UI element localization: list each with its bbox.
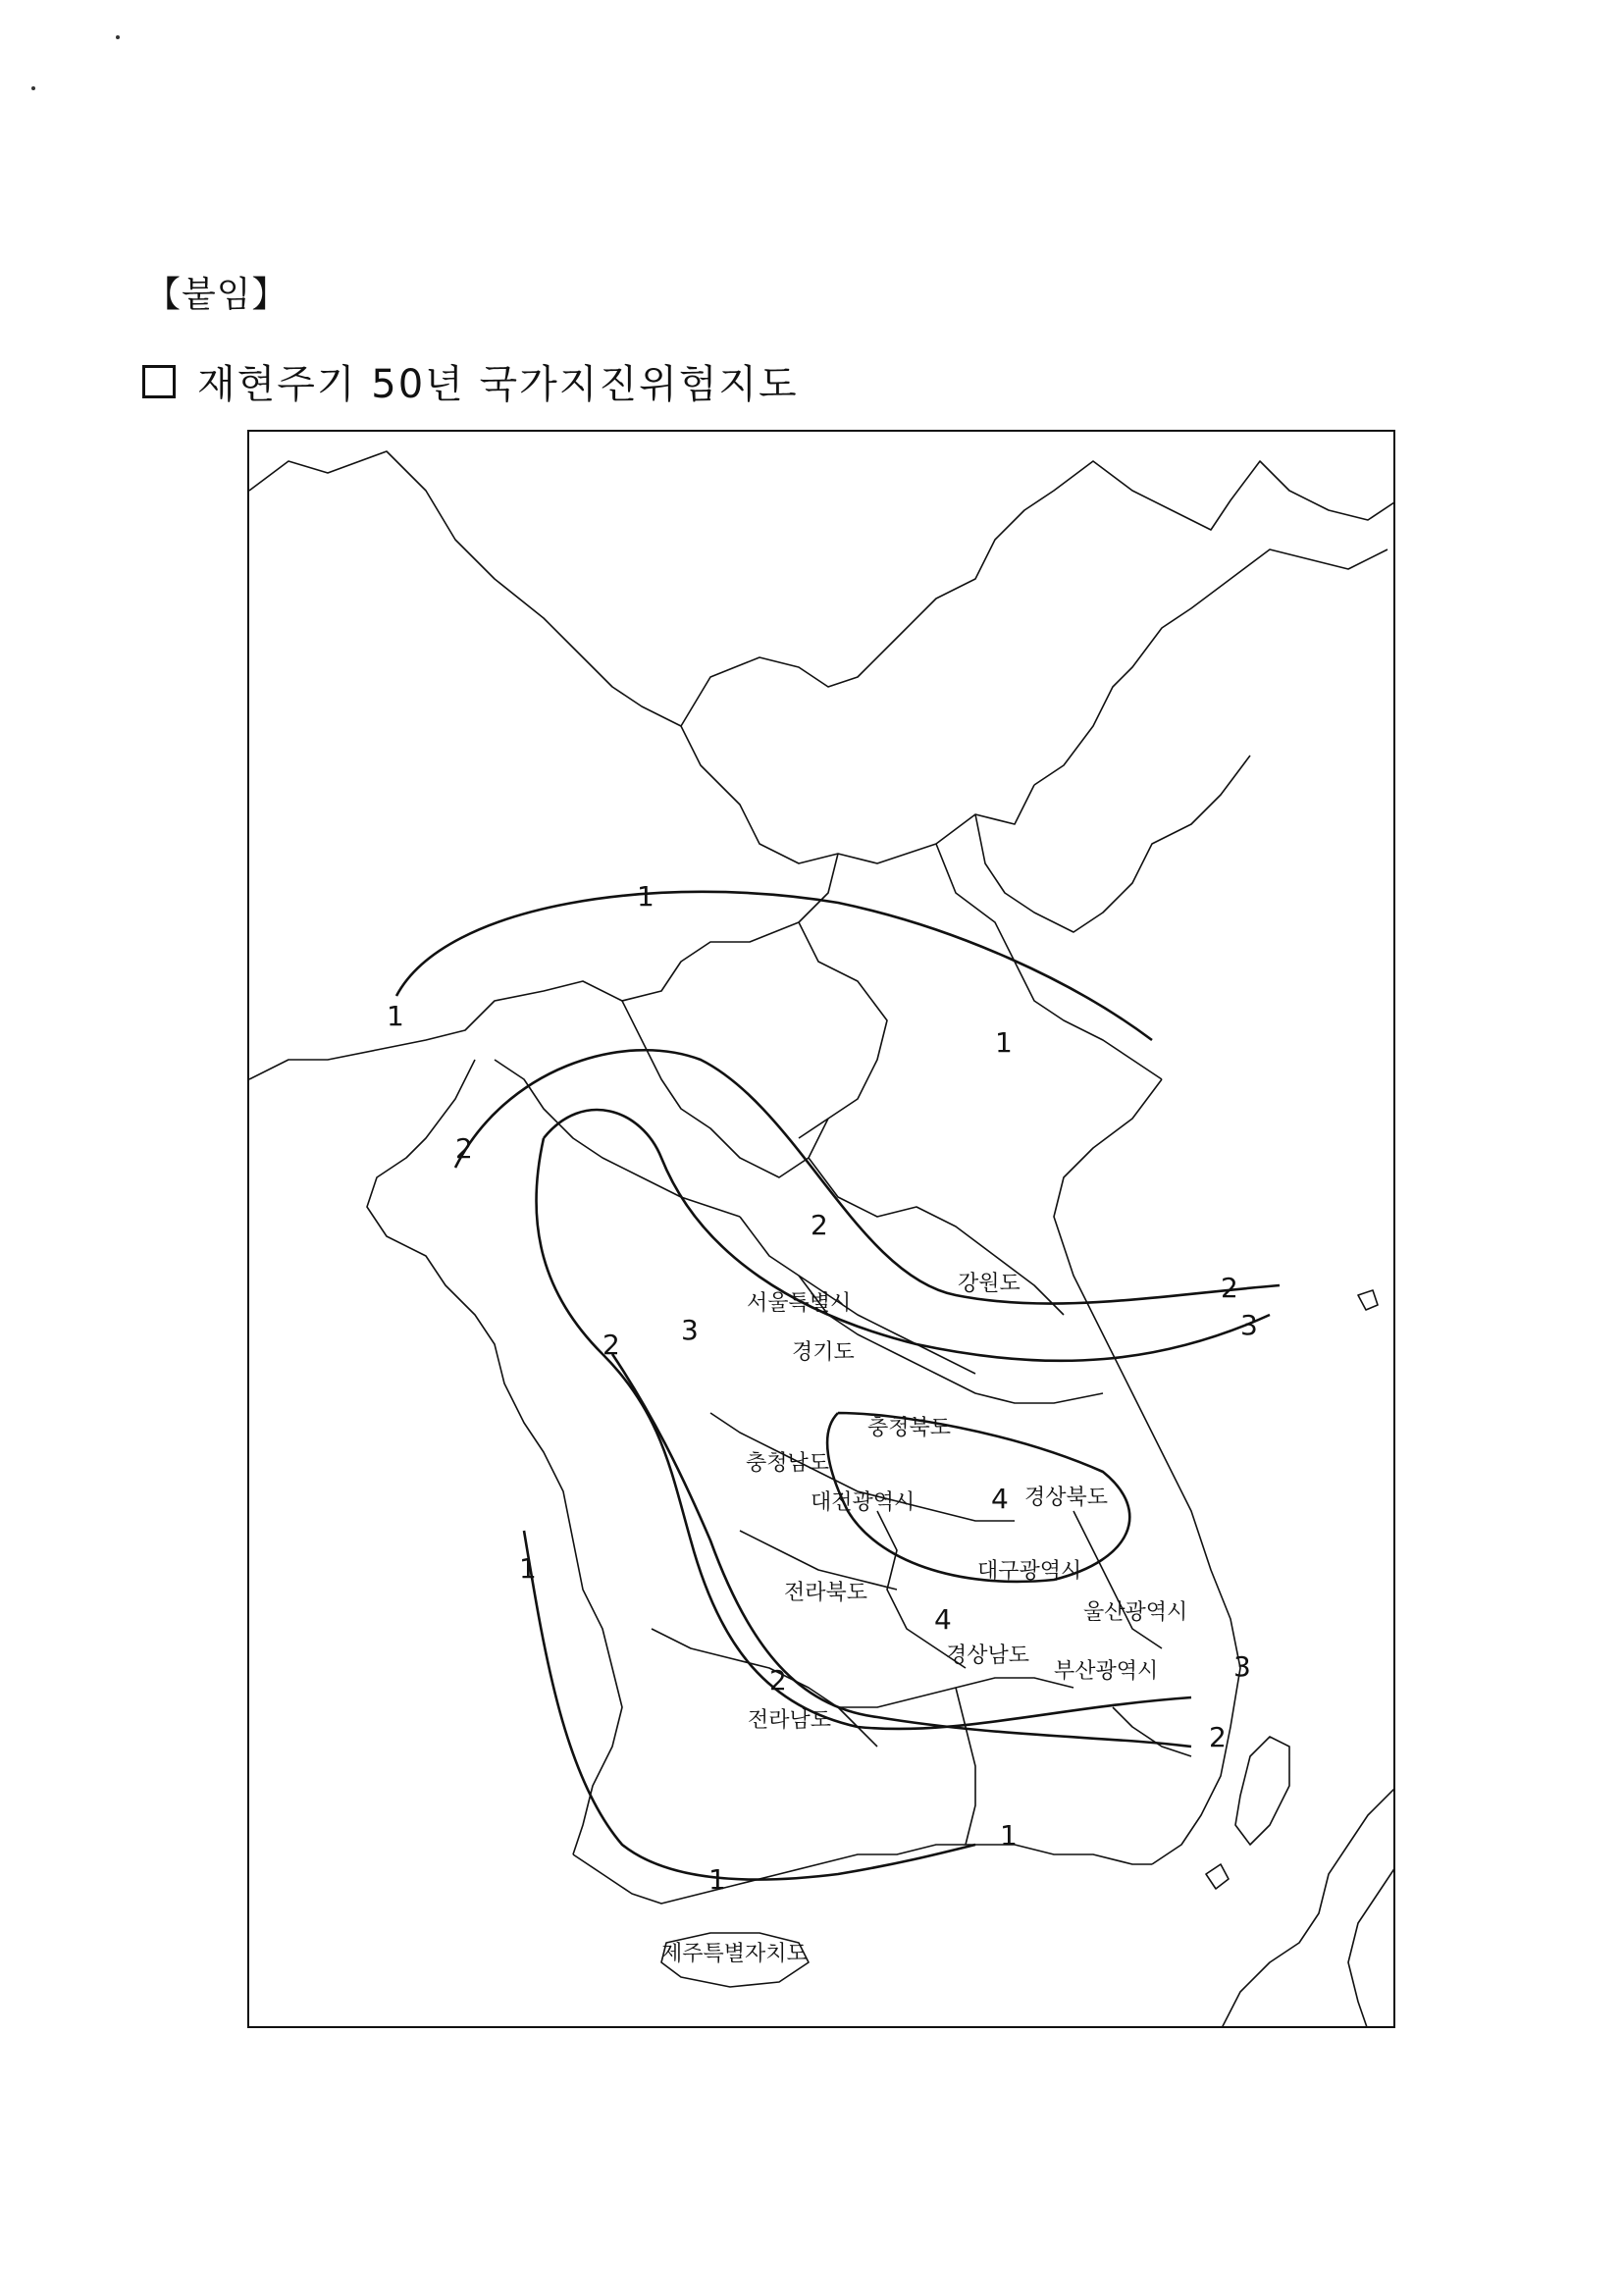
region-label-gyeongnam: 경상남도 bbox=[946, 1644, 1030, 1668]
region-label-chungbuk: 충청북도 bbox=[867, 1416, 952, 1440]
region-labels bbox=[661, 1272, 1187, 1966]
attachment-label: 【붙임】 bbox=[145, 275, 288, 315]
china-border-line bbox=[249, 451, 1395, 726]
contour-3 bbox=[544, 1110, 1270, 1361]
contour-label: 1 bbox=[995, 1026, 1013, 1059]
contour-label: 2 bbox=[455, 1132, 473, 1165]
contour-2-west bbox=[612, 1354, 1191, 1747]
contour-1-west bbox=[524, 1531, 975, 1880]
contour-label: 1 bbox=[519, 1552, 537, 1585]
contour-label: 1 bbox=[387, 1000, 404, 1032]
region-label-jeonbuk: 전라북도 bbox=[784, 1581, 868, 1605]
contour-label: 4 bbox=[991, 1483, 1009, 1515]
contour-label: 4 bbox=[934, 1603, 952, 1636]
tsushima-outline bbox=[1235, 1737, 1289, 1845]
seismic-hazard-map bbox=[247, 430, 1395, 2028]
contour-labels bbox=[387, 880, 1258, 1896]
region-label-seoul: 서울특별시 bbox=[747, 1291, 852, 1316]
scan-speck bbox=[31, 86, 35, 90]
inner-border-3 bbox=[1034, 549, 1387, 785]
region-label-gyeongbuk: 경상북도 bbox=[1024, 1486, 1109, 1510]
inner-border-5 bbox=[799, 922, 887, 1138]
contour-label: 1 bbox=[637, 880, 654, 913]
region-label-daejeon: 대전광역시 bbox=[811, 1490, 916, 1515]
contour-3-west bbox=[537, 1138, 1192, 1729]
scan-speck bbox=[116, 35, 120, 39]
contour-label: 1 bbox=[708, 1863, 726, 1896]
page-title: 재현주기 50년 국가지진위험지도 bbox=[197, 362, 799, 407]
island-small bbox=[1206, 1864, 1229, 1889]
inner-border-6 bbox=[936, 844, 1162, 1079]
contour-label: 2 bbox=[1209, 1721, 1227, 1753]
inner-border-2 bbox=[249, 854, 838, 1079]
contour-label: 2 bbox=[811, 1209, 828, 1241]
region-label-jeonnam: 전라남도 bbox=[748, 1708, 832, 1733]
contour-label: 3 bbox=[1233, 1650, 1251, 1683]
province-border-7 bbox=[956, 1688, 975, 1845]
west-coastline bbox=[367, 1060, 622, 1854]
province-border-9 bbox=[1113, 1707, 1191, 1756]
contour-label: 1 bbox=[1000, 1819, 1018, 1852]
province-border-6 bbox=[838, 1678, 1073, 1707]
island-east bbox=[1358, 1290, 1378, 1310]
south-coastline bbox=[573, 1845, 1152, 1904]
region-label-chungnam: 충청남도 bbox=[746, 1451, 830, 1476]
checkbox-square-icon bbox=[142, 365, 176, 398]
inner-border-4 bbox=[975, 756, 1250, 932]
region-label-jeju: 제주특별자치도 bbox=[661, 1942, 808, 1966]
japan-coast-2 bbox=[1348, 1864, 1395, 2028]
title-row bbox=[142, 353, 799, 409]
contour-label: 2 bbox=[602, 1329, 620, 1361]
contour-label: 2 bbox=[1221, 1272, 1238, 1304]
province-border-8 bbox=[1073, 1511, 1162, 1648]
region-label-ulsan: 울산광역시 bbox=[1083, 1600, 1188, 1625]
region-label-busan: 부산광역시 bbox=[1054, 1659, 1159, 1684]
contour-label: 2 bbox=[769, 1664, 787, 1696]
map-svg bbox=[249, 432, 1395, 2028]
region-label-daegu: 대구광역시 bbox=[977, 1559, 1082, 1584]
region-label-gyeonggi: 경기도 bbox=[792, 1340, 855, 1365]
region-label-gangwon: 강원도 bbox=[958, 1272, 1021, 1296]
contour-label: 3 bbox=[1240, 1309, 1258, 1341]
contour-label: 3 bbox=[681, 1314, 699, 1346]
contours bbox=[396, 892, 1280, 1880]
